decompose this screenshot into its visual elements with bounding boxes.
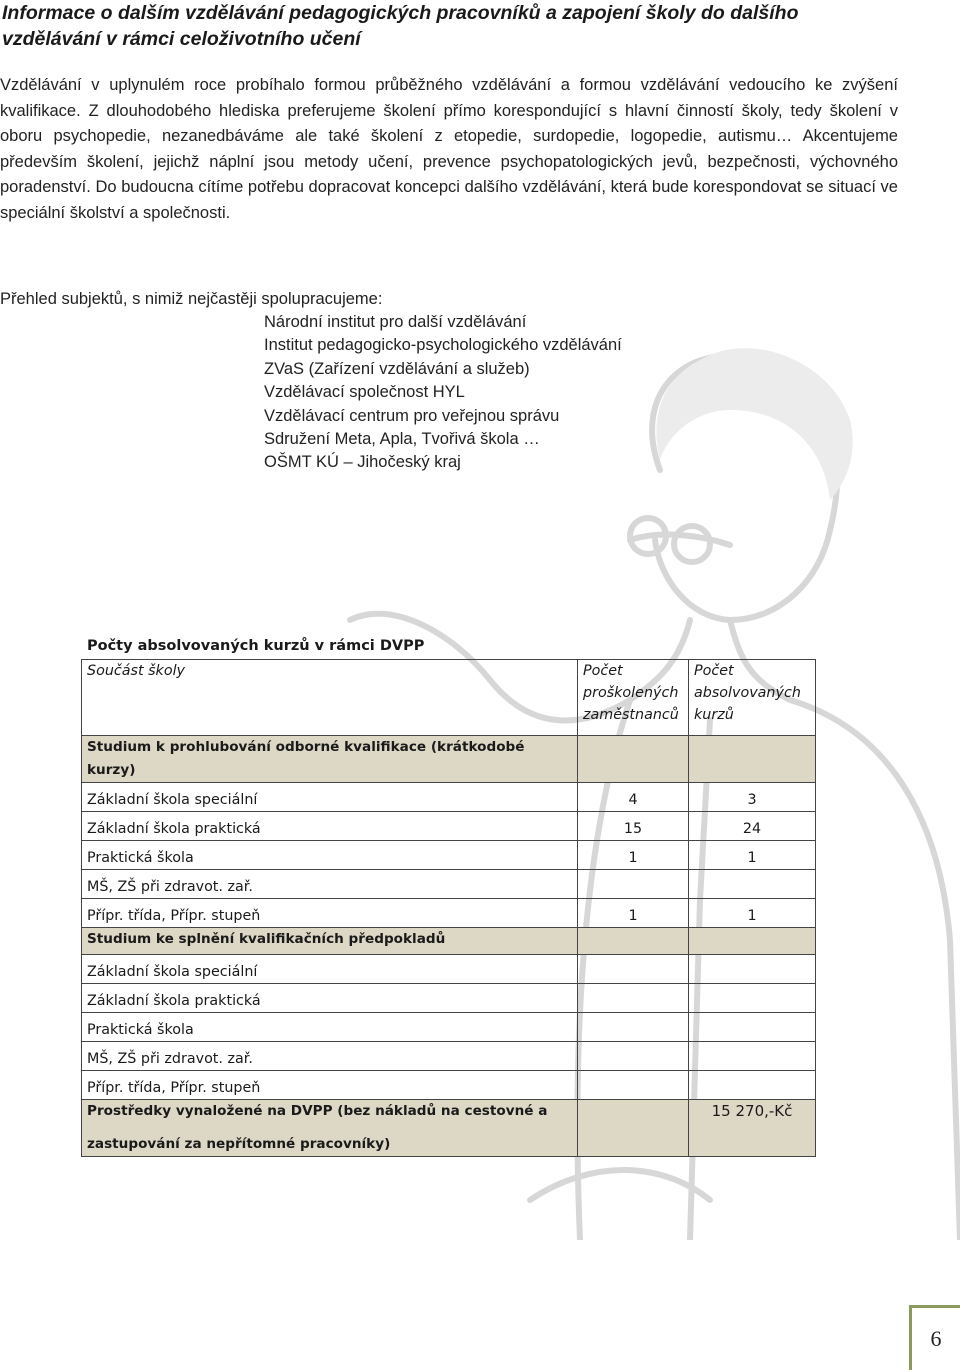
- course-count: 1: [689, 899, 816, 928]
- trained-count: [578, 1013, 689, 1042]
- column-header-school-part: Součást školy: [82, 660, 578, 736]
- trained-count: 15: [578, 812, 689, 841]
- costs-label: [82, 1100, 578, 1157]
- course-count: [689, 1013, 816, 1042]
- course-count: 3: [689, 783, 816, 812]
- trained-count: [578, 984, 689, 1013]
- course-count: [689, 1071, 816, 1100]
- table-row: [82, 841, 816, 870]
- row-label: Základní škola praktická: [82, 812, 578, 841]
- table-row: [82, 783, 816, 812]
- table-row: [82, 899, 816, 928]
- row-label: Praktická škola: [82, 1013, 578, 1042]
- costs-row: [82, 1100, 816, 1157]
- table-header-row: [82, 660, 816, 736]
- table-title: Počty absolvovaných kurzů v rámci DVPP: [87, 638, 425, 654]
- trained-count: 1: [578, 841, 689, 870]
- partners-list: [264, 311, 622, 475]
- list-item: ZVaS (Zařízení vzdělávání a služeb): [264, 359, 530, 378]
- dvpp-courses-table: [81, 659, 816, 1157]
- table-row: [82, 1013, 816, 1042]
- trained-count: [578, 870, 689, 899]
- table-row: [82, 870, 816, 899]
- row-label: Základní škola speciální: [82, 783, 578, 812]
- list-item: Vzdělávací centrum pro veřejnou správu: [264, 406, 560, 425]
- course-count: 24: [689, 812, 816, 841]
- row-label: Praktická škola: [82, 841, 578, 870]
- list-item: OŠMT KÚ – Jihočeský kraj: [264, 453, 461, 472]
- list-item: Institut pedagogicko-psychologického vzdělávání: [264, 336, 622, 355]
- course-count: [689, 984, 816, 1013]
- trained-count: [578, 1071, 689, 1100]
- page-number: 6: [909, 1305, 960, 1370]
- section-row-qualification-requirements: [82, 928, 816, 955]
- row-label: Základní škola speciální: [82, 955, 578, 984]
- partners-title: Přehled subjektů, s nimiž nejčastěji spolupracujeme:: [0, 290, 383, 308]
- row-label: Přípr. třída, Přípr. stupeň: [82, 899, 578, 928]
- course-count: [689, 955, 816, 984]
- row-label: Přípr. třída, Přípr. stupeň: [82, 1071, 578, 1100]
- row-label: MŠ, ZŠ při zdravot. zař.: [82, 870, 578, 899]
- table-row: [82, 984, 816, 1013]
- row-label: Základní škola praktická: [82, 984, 578, 1013]
- intro-paragraph: Vzdělávání v uplynulém roce probíhalo formou průběžného vzdělávání a formou vzdělávání vedoucího ke zvýšení kvalifikace. Z dlouhodobého hlediska preferujeme školení přímo korespondující s hlavní činností školy, tedy školení v oboru psychopedie, nezanedbáváme ale také školení z etopedie, surdopedie, logopedie, autismu… Akcentujeme především školení, jejichž náplní jsou metody učení, prevence psychopatologických jevů, bezpečnosti, výchovného poradenství. Do budoucna cítíme potřebu dopracovat koncepci dalšího vzdělávání, která bude korespondovat se situací ve speciální školství a společnosti.: [0, 76, 898, 222]
- trained-count: 4: [578, 783, 689, 812]
- section-row-qualification-deepening: [82, 736, 816, 783]
- table-row: [82, 955, 816, 984]
- column-header-trained-staff: Počet proškolených zaměstnanců: [578, 660, 689, 736]
- table-row: [82, 812, 816, 841]
- list-item: Sdružení Meta, Apla, Tvořivá škola …: [264, 430, 540, 449]
- row-label: MŠ, ZŠ při zdravot. zař.: [82, 1042, 578, 1071]
- section-label: Studium k prohlubování odborné kvalifikace (krátkodobé kurzy): [82, 736, 578, 783]
- course-count: 1: [689, 841, 816, 870]
- trained-count: [578, 955, 689, 984]
- table-row: [82, 1042, 816, 1071]
- table-row: [82, 1071, 816, 1100]
- course-count: [689, 1042, 816, 1071]
- list-item: Národní institut pro další vzdělávání: [264, 313, 527, 331]
- trained-count: 1: [578, 899, 689, 928]
- costs-label-line2: zastupování za nepřítomné pracovníky): [87, 1136, 391, 1152]
- trained-count: [578, 1042, 689, 1071]
- column-header-courses: Počet absolvovaných kurzů: [689, 660, 816, 736]
- costs-value: 15 270,-Kč: [689, 1100, 816, 1157]
- section-label: Studium ke splnění kvalifikačních předpokladů: [82, 928, 578, 955]
- course-count: [689, 870, 816, 899]
- costs-label-line1: Prostředky vynaložené na DVPP (bez nákladů na cestovné a: [87, 1103, 548, 1119]
- section-heading: Informace o dalším vzdělávání pedagogických pracovníků a zapojení školy do dalšího vzdělávání v rámci celoživotního učení: [2, 2, 799, 50]
- list-item: Vzdělávací společnost HYL: [264, 383, 465, 402]
